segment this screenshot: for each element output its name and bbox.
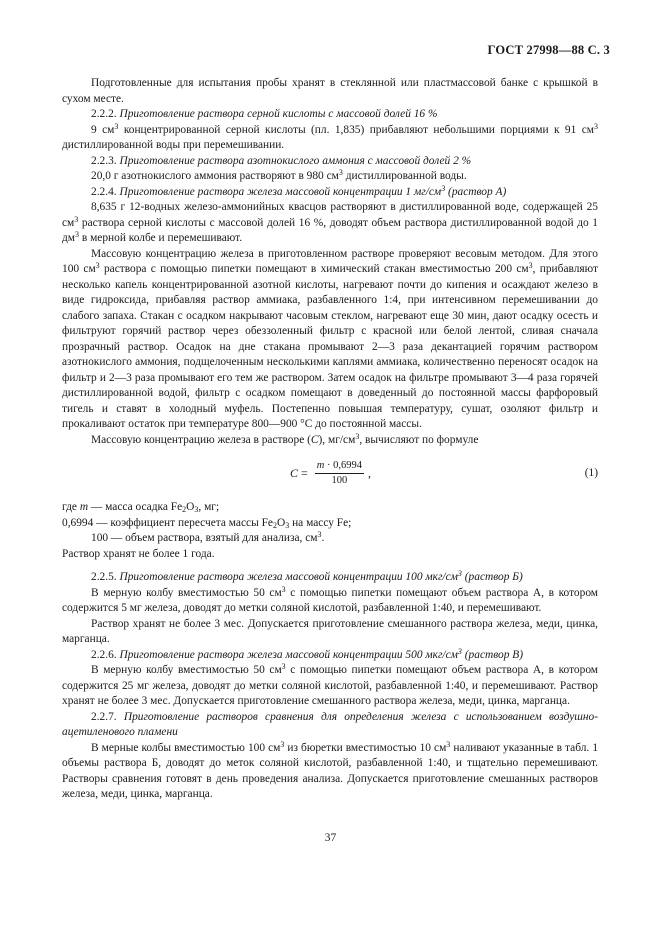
paragraph-gravimetric-method: Массовую концентрацию железа в приготовленном растворе проверяют весовым методом. Для этого 100 $см^3$ раствора с помощью пипетки помещают в химический стакан вместимостью 200 $см^3$, прибавляют несколько капель концентрированной азотной кислоты, нагревают почти до кипения и осаждают железо в виде гидроксида, прибавляя раствор аммиака, разбавленного 1:4, при интенсивном перемешивании до слабого запаха. Стакан с осадком накрывают часовым стеклом, нагревают еще 30 мин, дают осадку осесть и фильтруют горячий раствор через обеззоленный фильтр с красной или белой лентой, сливая сначала прозрачный раствор. Осадок на дне стакана промывают 2—3 раза декантацией горячим раствором азотнокислого аммония, подщелоченным несколькими каплями аммиака, количественно переносят осадок на фильтр и 2—3 раза промывают его тем же раствором. Затем осадок на фильтре промывают 3—4 раза горячей дистиллированной водой, фильтр с осадком помещают в доведенный до постоянной массы фарфоровый тигель и ставят в холодный муфель. Постепенно повышая температуру, сушат, озоляют фильтр и прокаливают остаток при температуре 800—900 °С до постоянной массы. bbox=[62, 247, 598, 430]
section-2-2-6-text: В мерную колбу вместимостью 50 $см^3$ с помощью пипетки помещают объем раствора А, в котором содержится 25 мг железа, доводят до метки соляной кислотой, разбавленной 1:40, и перемешивают. Раствор хранят не более 3 мес. Допускается приготовление смешанного раствора железа, меди, цинка, марганца. bbox=[62, 662, 599, 707]
legend-storage: Раствор хранят не более 1 года. bbox=[62, 547, 215, 560]
formula-numerator: m · 0,6994 bbox=[315, 460, 364, 474]
page-number: 37 bbox=[324, 832, 337, 844]
paragraph-formula-intro: Массовую концентрацию железа в растворе (C), $мг/см^3$, вычисляют по формуле bbox=[91, 431, 479, 446]
formula-1 bbox=[62, 456, 598, 494]
section-2-2-5-text: В мерную колбу вместимостью 50 $см^3$ с помощью пипетки помещают объем раствора А, в котором содержится 5 мг железа, доводят до метки соляной кислотой, разбавленной 1:40, и перемешивают. bbox=[62, 584, 599, 614]
legend-volume: 100 — объем раствора, взятый для анализа, $см^3$. bbox=[91, 530, 325, 544]
formula-legend bbox=[62, 500, 598, 562]
section-2-2-5-heading: 2.2.5. Приготовление раствора железа массовой концентрации 100 мкг/$см^3$ (раствор Б) bbox=[91, 569, 523, 583]
legend-coefficient: 0,6994 — коэффициент пересчета массы $Fe_2O_3$ на массу Fe; bbox=[62, 516, 352, 530]
formula-expression: C = $\frac{m \cdot 0,6994}{100}$ , bbox=[290, 460, 372, 486]
section-2-2-4-text: 8,635 г 12-водных железо-аммонийных квасцов растворяют в дистиллированной воде, содержащей 25 $см^3$ раствора серной кислоты с массовой долей 16 %, доводят объем раствора дистиллированной водой до 1 $дм^3$ в мерной колбе и перемешивают. bbox=[62, 201, 598, 244]
section-2-2-4-heading: 2.2.4. Приготовление раствора железа массовой концентрации 1 $мг/см^3$ (раствор А) bbox=[91, 183, 507, 198]
section-2-2-6-heading: 2.2.6. Приготовление раствора железа массовой концентрации 500 мкг/$см^3$ (раствор В) bbox=[91, 646, 524, 661]
document-body bbox=[62, 76, 598, 803]
formula-fraction bbox=[315, 460, 364, 487]
section-2-2-2-heading: 2.2.2. Приготовление раствора серной кислоты с массовой долей 16 % bbox=[91, 108, 438, 120]
section-2-2-2-text: 9 $см^3$ концентрированной серной кислоты (пл. 1,835) прибавляют небольшими порциями к 91 $см^3$ дистиллированной воды при перемешивании. bbox=[62, 121, 598, 151]
legend-m: где m — масса осадка $Fe_2O_3$, мг; bbox=[62, 501, 220, 514]
section-2-2-7-text: В мерные колбы вместимостью 100 $см^3$ из бюретки вместимостью 10 $см^3$ наливают указанные в табл. 1 объемы раствора Б, доводят до меток соляной кислотой, разбавленной 1:40, и тщательно перемешивают. Растворы сравнения готовят в день проведения анализа. Допускается приготовление смешанных растворов железа, меди, цинка, марганца. bbox=[62, 739, 599, 800]
section-2-2-7-heading: 2.2.7. Приготовление растворов сравнения для определения железа с использованием воздушно-ацетиленового пламени bbox=[62, 710, 598, 738]
section-2-2-5-storage: Раствор хранят не более 3 мес. Допускается приготовление смешанного раствора железа, меди, цинка, марганца. bbox=[62, 617, 598, 645]
paragraph-storage: Подготовленные для испытания пробы хранят в стеклянной или пластмассовой банке с крышкой в сухом месте. bbox=[62, 77, 598, 105]
section-2-2-3-heading: 2.2.3. Приготовление раствора азотнокислого аммония с массовой долей 2 % bbox=[91, 154, 472, 167]
page-header: ГОСТ 27998—88 С. 3 bbox=[487, 43, 610, 57]
section-2-2-3-text: 20,0 г азотнокислого аммония растворяют в 980 $см^3$ дистиллированной воды. bbox=[91, 168, 467, 182]
formula-denominator: 100 bbox=[331, 475, 348, 486]
formula-number: (1) bbox=[584, 467, 598, 479]
